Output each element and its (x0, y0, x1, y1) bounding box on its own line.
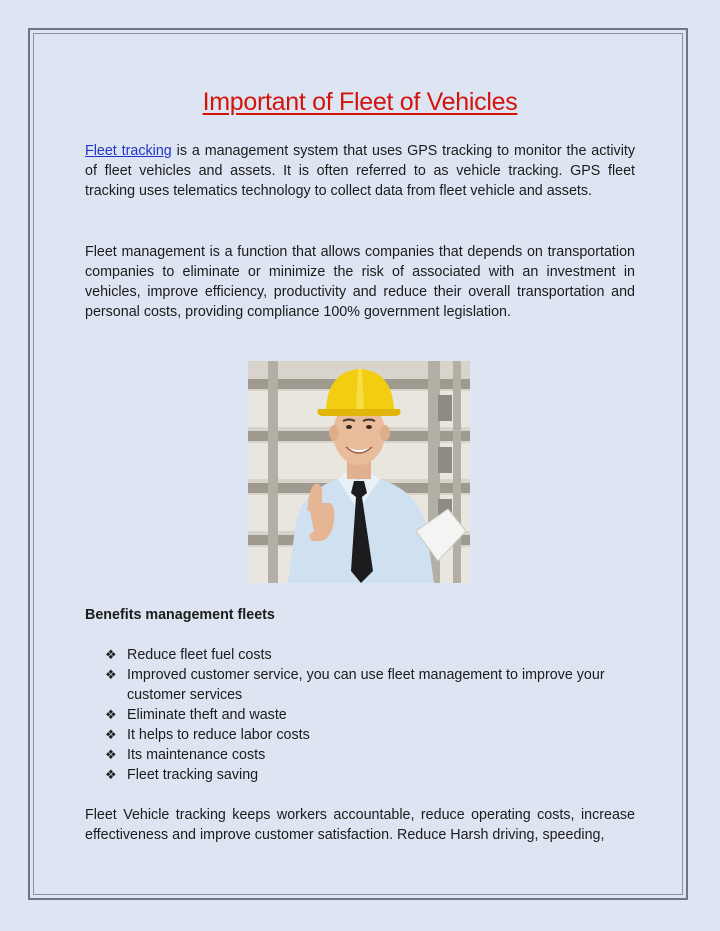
worker-illustration (248, 361, 470, 583)
fleet-tracking-link[interactable]: Fleet tracking (85, 143, 172, 159)
intro-paragraph (85, 141, 635, 201)
diamond-bullet-icon: ❖ (105, 647, 117, 662)
list-item: ❖ It helps to reduce labor costs (105, 727, 310, 743)
diamond-bullet-icon: ❖ (105, 767, 117, 782)
diamond-bullet-icon: ❖ (105, 727, 117, 742)
management-paragraph (85, 242, 635, 322)
management-text: Fleet management is a function that allows companies that depends on transportation companies to eliminate or minimize the risk of associated with an investment in vehicles, improve efficiency, productivity and reduce their overall transportation and personal costs, providing compliance 100% government legislation. (85, 244, 635, 320)
worker-photo (248, 361, 470, 583)
page-title: Important of Fleet of Vehicles (202, 88, 518, 116)
closing-paragraph (85, 805, 635, 845)
list-item: ❖ Eliminate theft and waste (105, 707, 287, 723)
diamond-bullet-icon: ❖ (105, 747, 117, 762)
list-item: ❖ Improved customer service, you can use fleet management to improve your customer services (105, 667, 605, 703)
list-item: ❖ Reduce fleet fuel costs (105, 647, 272, 663)
intro-text: is a management system that uses GPS tracking to monitor the activity of fleet vehicles and assets. It is often referred to as vehicle tracking. GPS fleet tracking uses telematics technology to collect data from fleet vehicle and assets. (85, 143, 635, 199)
diamond-bullet-icon: ❖ (105, 707, 117, 722)
diamond-bullet-icon: ❖ (105, 667, 117, 682)
list-item: ❖ Fleet tracking saving (105, 767, 259, 783)
list-item: ❖ Its maintenance costs (105, 747, 266, 763)
benefits-list (105, 645, 640, 785)
closing-text: Fleet Vehicle tracking keeps workers accountable, reduce operating costs, increase effectiveness and improve customer satisfaction. Reduce Harsh driving, speeding, (85, 807, 635, 843)
benefits-heading: Benefits management fleets (85, 607, 275, 623)
